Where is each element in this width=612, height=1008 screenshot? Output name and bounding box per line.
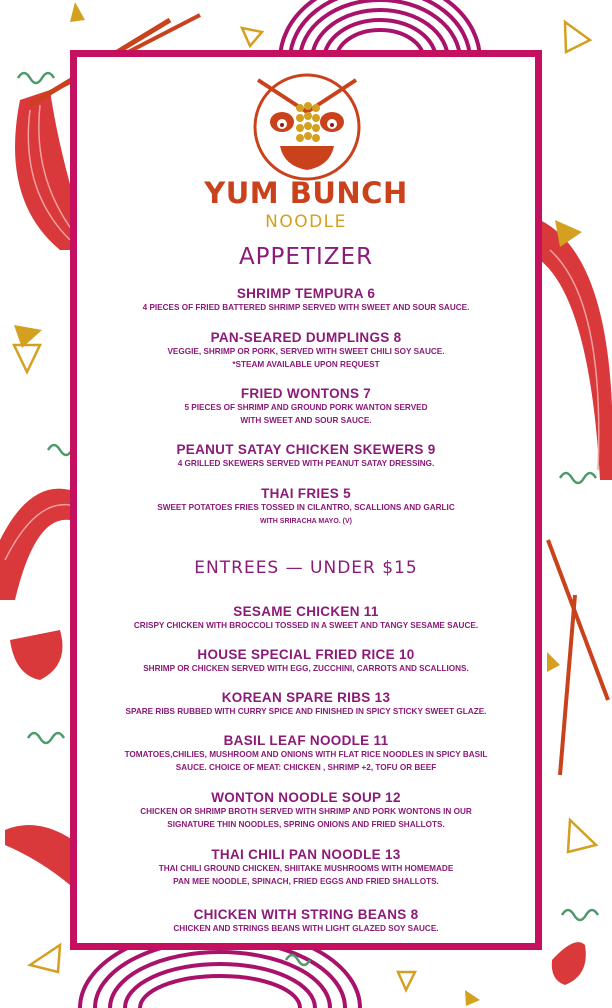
menu-item <box>100 732 512 774</box>
menu-item <box>100 789 512 831</box>
menu-item-name: BASIL LEAF NOODLE 11 <box>223 733 389 748</box>
menu-item-name: HOUSE SPECIAL FRIED RICE 10 <box>197 647 415 662</box>
menu-item <box>100 441 512 471</box>
bowl-shape-left <box>10 630 63 680</box>
brand-title: YUM BUNCH <box>204 176 408 210</box>
menu-item <box>100 646 512 676</box>
menu-item-name: FRIED WONTONS 7 <box>240 386 372 401</box>
menu-item-desc: 5 PIECES OF SHRIMP AND GROUND PORK WANTON SERVED <box>184 403 428 412</box>
menu-item-desc-small: WITH SRIRACHA MAYO. (V) <box>259 517 353 525</box>
menu-item-desc: CHICKEN OR SHRIMP BROTH SERVED WITH SHRIMP AND PORK WONTONS IN OUR <box>140 807 472 816</box>
menu-item-desc: CRISPY CHICKEN WITH BROCCOLI TOSSED IN A SWEET AND TANGY SESAME SAUCE. <box>133 621 479 630</box>
menu-item-desc: 4 GRILLED SKEWERS SERVED WITH PEANUT SATAY DRESSING. <box>177 459 435 468</box>
menu-item-name: SHRIMP TEMPURA 6 <box>236 286 376 301</box>
menu-item <box>100 906 512 936</box>
menu-item-desc: SPARE RIBS RUBBED WITH CURRY SPICE AND FINISHED IN SPICY STICKY SWEET GLAZE. <box>125 707 487 716</box>
menu-item-desc: SHRIMP OR CHICKEN SERVED WITH EGG, ZUCCHINI, CARROTS AND SCALLIONS. <box>143 664 469 673</box>
menu-item <box>100 485 512 528</box>
noodle-arc-left <box>0 489 70 600</box>
menu-item-name: KOREAN SPARE RIBS 13 <box>221 690 391 705</box>
menu-item-name: THAI FRIES 5 <box>261 486 351 501</box>
brand-subtitle: NOODLE <box>265 212 347 232</box>
menu-item <box>100 689 512 719</box>
menu-item-desc: THAI CHILI GROUND CHICKEN, SHIITAKE MUSHROOMS WITH HOMEMADE <box>158 864 454 873</box>
menu-item-desc: *STEAM AVAILABLE UPON REQUEST <box>232 359 380 369</box>
menu-item-desc: 4 PIECES OF FRIED BATTERED SHRIMP SERVED WITH SWEET AND SOUR SAUCE. <box>142 303 470 312</box>
menu-item-desc <box>100 515 512 529</box>
menu-item <box>100 385 512 427</box>
menu-item-name: WONTON NOODLE SOUP 12 <box>211 790 401 805</box>
menu-item-name: PEANUT SATAY CHICKEN SKEWERS 9 <box>176 442 436 457</box>
menu-item-desc: TOMATOES,CHILIES, MUSHROOM AND ONIONS WITH FLAT RICE NOODLES IN SPICY BASIL <box>124 750 488 759</box>
shrimp-right <box>552 942 586 985</box>
menu-item <box>100 846 512 888</box>
menu-item-desc: SWEET POTATOES FRIES TOSSED IN CILANTRO, SCALLIONS AND GARLIC <box>157 503 455 512</box>
menu-item-name: CHICKEN WITH STRING BEANS 8 <box>193 907 419 922</box>
menu-item <box>100 603 512 633</box>
section-heading-entrees: ENTREES — UNDER $15 <box>194 558 418 578</box>
menu-item <box>100 285 512 315</box>
menu-item <box>100 329 512 371</box>
menu-item-desc: SIGNATURE THIN NOODLES, SPRING ONIONS AND FRIED SHALLOTS. <box>167 819 445 829</box>
section-heading-appetizer: APPETIZER <box>238 244 374 270</box>
menu-item-desc: VEGGIE, SHRIMP OR PORK, SERVED WITH SWEET CHILI SOY SAUCE. <box>167 347 445 356</box>
menu-item-desc: CHICKEN AND STRINGS BEANS WITH LIGHT GLAZED SOY SAUCE. <box>173 924 439 933</box>
menu-item-desc: SAUCE. CHOICE OF MEAT: CHICKEN , SHRIMP +2, TOFU OR BEEF <box>175 762 437 772</box>
menu-item-name: THAI CHILI PAN NOODLE 13 <box>211 847 401 862</box>
menu-item-name: SESAME CHICKEN 11 <box>233 604 379 619</box>
menu-item-desc: PAN MEE NOODLE, SPINACH, FRIED EGGS AND FRIED SHALLOTS. <box>173 876 439 886</box>
menu-item-name: PAN-SEARED DUMPLINGS 8 <box>210 330 402 345</box>
menu-item-desc: WITH SWEET AND SOUR SAUCE. <box>240 415 372 425</box>
